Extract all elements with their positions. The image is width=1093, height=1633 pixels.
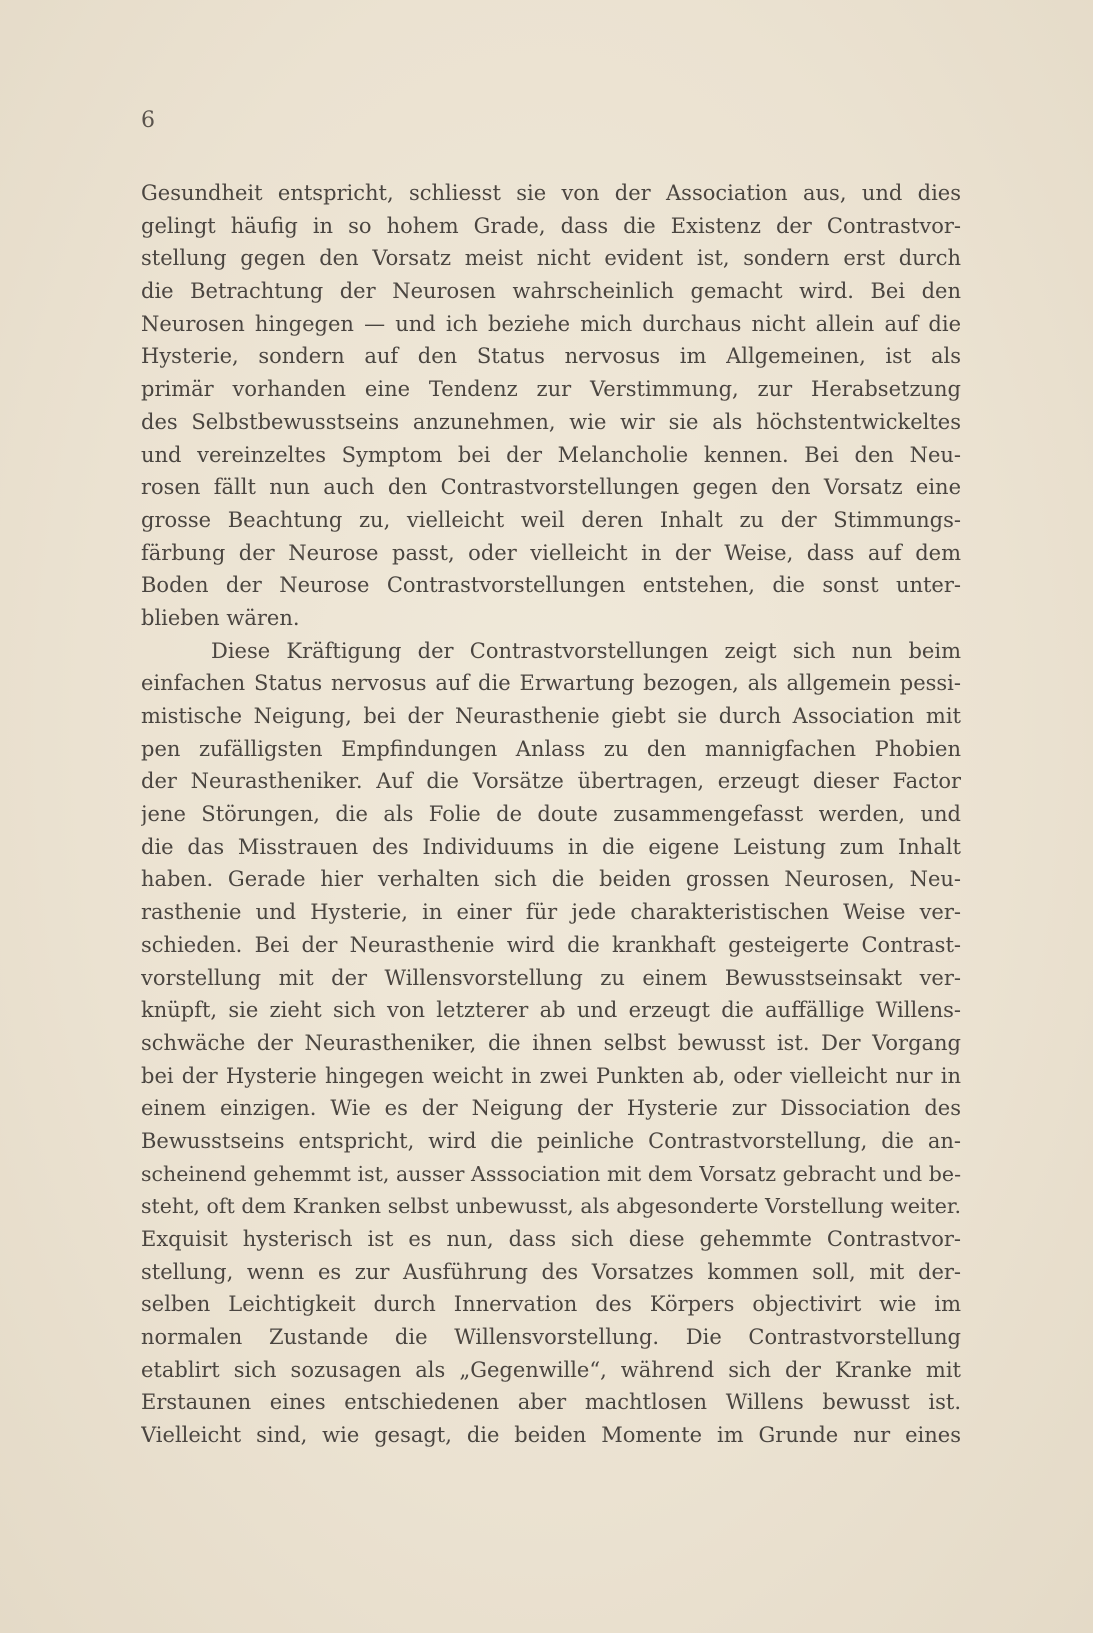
text-line: haben. Gerade hier verhalten sich die beiden grossen Neurosen, Neu- [141, 867, 961, 892]
text-line: einfachen Status nervosus auf die Erwartung bezogen, als allgemein pessi- [141, 671, 961, 696]
text-line: scheinend gehemmt ist, ausser Asssociation mit dem Vorsatz gebracht und be- [141, 1161, 961, 1186]
text-line: mistische Neigung, bei der Neurasthenie giebt sie durch Association mit [141, 704, 961, 728]
text-line: schwäche der Neurastheniker, die ihnen selbst bewusst ist. Der Vorgang [141, 1030, 961, 1055]
text-line: Exquisit hysterisch ist es nun, dass sich diese gehemmte Contrastvor- [141, 1227, 961, 1251]
text-line: normalen Zustande die Willensvorstellung. Die Contrastvorstellung [141, 1325, 961, 1350]
text-line: und vereinzeltes Symptom bei der Melancholie kennen. Bei den Neu- [141, 442, 961, 467]
text-line: steht, oft dem Kranken selbst unbewusst, als abgesonderte Vorstellung weiter. [141, 1194, 961, 1219]
text-line: rosen fällt nun auch den Contrastvorstellungen gegen den Vorsatz eine [141, 475, 961, 500]
text-line: schieden. Bei der Neurasthenie wird die krankhaft gesteigerte Contrast- [141, 932, 961, 957]
text-line: stellung gegen den Vorsatz meist nicht evident ist, sondern erst durch [141, 246, 961, 271]
body-text [141, 177, 961, 1452]
text-line: stellung, wenn es zur Ausführung des Vorsatzes kommen soll, mit der- [141, 1259, 961, 1284]
text-line: Gesundheit entspricht, schliesst sie von der Association aus, und dies [141, 181, 961, 205]
text-line: gelingt häufig in so hohem Grade, dass die Existenz der Contrastvor- [141, 213, 961, 238]
text-line: Hysterie, sondern auf den Status nervosus im Allgemeinen, ist als [141, 344, 961, 369]
text-line: rasthenie und Hysterie, in einer für jede charakteristischen Weise ver- [141, 900, 961, 925]
text-line: Erstaunen eines entschiedenen aber machtlosen Willens bewusst ist. [141, 1390, 961, 1415]
text-line: Boden der Neurose Contrastvorstellungen entstehen, die sonst unter- [141, 573, 961, 598]
text-line: Bewusstseins entspricht, wird die peinliche Contrastvorstellung, die an- [141, 1128, 961, 1153]
text-line: knüpft, sie zieht sich von letzterer ab und erzeugt die auffällige Willens- [141, 998, 961, 1023]
text-line: blieben wären. [141, 605, 300, 630]
text-line: bei der Hysterie hingegen weicht in zwei Punkten ab, oder vielleicht nur in [141, 1063, 961, 1088]
text-line: die das Misstrauen des Individuums in die eigene Leistung zum Inhalt [141, 834, 961, 859]
text-line: färbung der Neurose passt, oder vielleicht in der Weise, dass auf dem [141, 540, 961, 565]
text-line: jene Störungen, die als Folie de doute zusammengefasst werden, und [141, 802, 961, 827]
text-line: einem einzigen. Wie es der Neigung der Hysterie zur Dissociation des [141, 1096, 961, 1121]
text-line: Neurosen hingegen — und ich beziehe mich durchaus nicht allein auf die [141, 311, 961, 336]
text-line: vorstellung mit der Willensvorstellung zu einem Bewusstseinsakt ver- [141, 965, 961, 990]
text-line: Diese Kräftigung der Contrastvorstellungen zeigt sich nun beim [211, 638, 961, 663]
text-line: etablirt sich sozusagen als „Gegenwille“, während sich der Kranke mit [141, 1357, 961, 1382]
text-line: des Selbstbewusstseins anzunehmen, wie wir sie als höchstentwickeltes [141, 409, 961, 434]
text-line: der Neurastheniker. Auf die Vorsätze übertragen, erzeugt dieser Factor [141, 769, 961, 794]
text-line: grosse Beachtung zu, vielleicht weil deren Inhalt zu der Stimmungs- [141, 507, 961, 532]
text-line: selben Leichtigkeit durch Innervation des Körpers objectivirt wie im [141, 1292, 961, 1317]
page-number: 6 [141, 108, 155, 133]
text-line: die Betrachtung der Neurosen wahrscheinlich gemacht wird. Bei den [141, 279, 961, 304]
text-line: pen zufälligsten Empfindungen Anlass zu den mannigfachen Phobien [141, 736, 961, 761]
text-line: Vielleicht sind, wie gesagt, die beiden Momente im Grunde nur eines [141, 1423, 961, 1448]
text-line: primär vorhanden eine Tendenz zur Verstimmung, zur Herabsetzung [141, 377, 961, 402]
